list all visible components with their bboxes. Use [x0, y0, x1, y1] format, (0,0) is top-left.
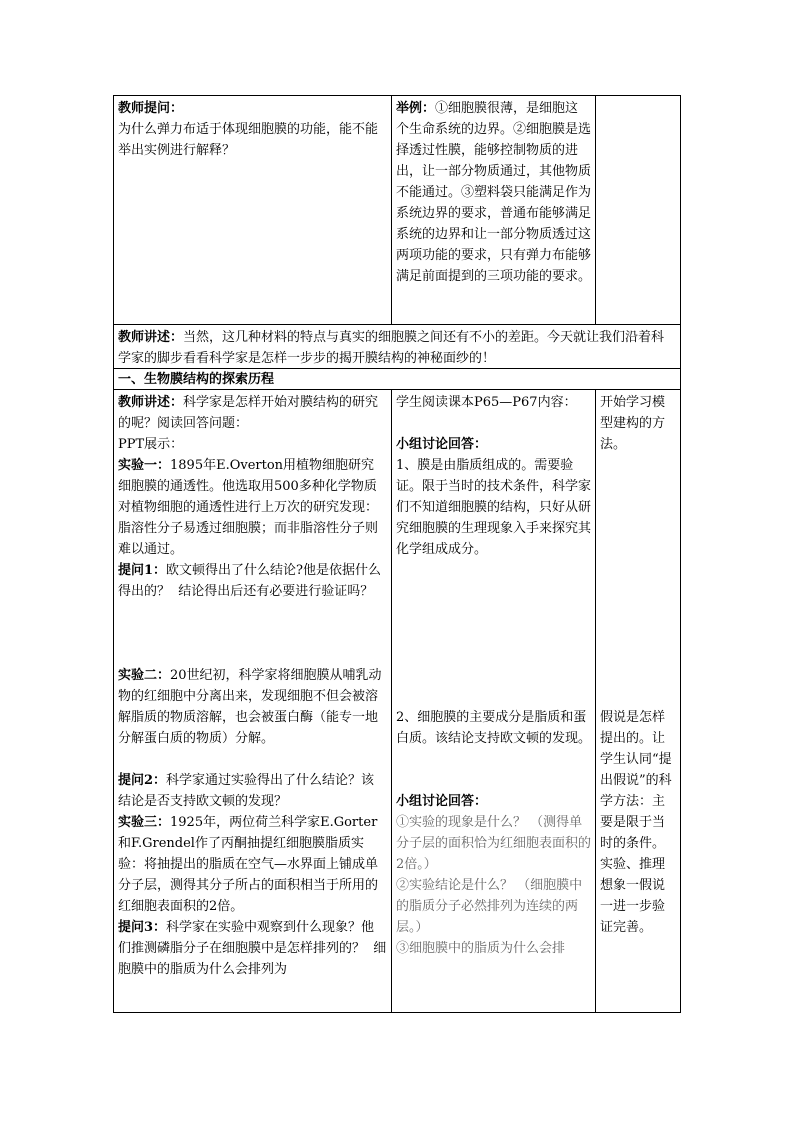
answer2-text: 2、细胞膜的主要成分是脂质和蛋白质。该结论支持欧文顿的发现。: [396, 710, 592, 746]
experiment2-text: 20世纪初，科学家将细胞膜从哺乳动物的红细胞中分离出来，发现细胞不但会被溶解脂质的物质溶解，也会被蛋白酶（能专一地分解蛋白质的物质）分解。: [118, 668, 382, 746]
answer1-text: 1、膜是由脂质组成的。需要验证。限于当时的技术条件，科学家们不知道细胞膜的结构，只好从研究细胞膜的生理现象入手来探究其化学组成成分。: [396, 458, 592, 557]
experiment1-heading: 实验一：: [118, 458, 171, 473]
question2-text: 科学家通过实验得出了什么结论？该结论是否支持欧文顿的发现？: [118, 773, 375, 809]
answer3b-text: ②实验结论是什么？ （细胞膜中的脂质分子必然排列为连续的两层。）: [396, 878, 583, 935]
table-border-right: [680, 95, 681, 1013]
row4-col1-cell: [114, 390, 391, 1012]
question3-text: 科学家在实验中观察到什么现象？他们推测磷脂分子在细胞膜中是怎样排列的？ 细胞膜中的脂质为什么会排列为: [118, 920, 387, 977]
teacher-question-text: 为什么弹力布适于体现细胞膜的功能，能不能举出实例进行解释？: [118, 122, 379, 158]
design-note-1: 开始学习模型建构的方法。: [600, 395, 666, 452]
row1-col2-cell: [392, 96, 595, 324]
intro-heading: 教师讲述：: [118, 395, 184, 410]
section-title: 一、生物膜结构的探索历程: [118, 372, 275, 387]
design-note-2: 假说是怎样提出的。让学生认同“提出假说”的科学方法：主要是限于当时的条件。实验、推理想象一假说一进一步验证完善。: [600, 710, 672, 935]
intro-text: 科学家是怎样开始对膜结构的研究的呢？阅读回答问题：: [118, 395, 379, 431]
question1-text: 欧文顿得出了什么结论?他是依据什么得出的？ 结论得出后还有必要进行验证吗？: [118, 563, 382, 599]
ppt-label: PPT展示：: [118, 437, 184, 452]
answer3c-text: ③细胞膜中的脂质为什么会排: [396, 941, 566, 956]
row1-col3-cell: [596, 96, 680, 324]
teacher-question-heading: 教师提问：: [118, 101, 184, 116]
experiment1-text: 1895年E.Overton用植物细胞研究细胞膜的通透性。他选取用500多种化学物质对植物细胞的通透性进行上万次的研究发现：脂溶性分子易透过细胞膜；而非脂溶性分子则难以通过。: [118, 458, 379, 557]
experiment2-heading: 实验二：: [118, 668, 171, 683]
student-reading-text: 学生阅读课本P65—P67内容：: [396, 395, 577, 410]
question3-heading: 提问3：: [118, 920, 167, 935]
example-heading: 举例：: [396, 101, 436, 116]
experiment3-text: 1925年，两位荷兰科学家E.Gorter和F.Grendel作了丙酮抽提红细胞膜脂质实验：将抽提出的脂质在空气—水界面上铺成单分子层，测得其分子所占的面积相当于所用的红细胞表面积的2倍。: [118, 815, 379, 914]
experiment3-heading: 实验三：: [118, 815, 171, 830]
teacher-narration-text: 当然，这几种材料的特点与真实的细胞膜之间还有不小的差距。今天就让我们沿着科学家的脚步看看科学家是怎样一步步的揭开膜结构的神秘面纱的！: [118, 330, 665, 366]
question1-heading: 提问1：: [118, 563, 167, 578]
group-discussion-heading-1: 小组讨论回答：: [396, 437, 488, 452]
example-text: ①细胞膜很薄，是细胞这个生命系统的边界。②细胞膜是选择透过性膜，能够控制物质的进出，让一部分物质通过，其他物质不能通过。③塑料袋只能满足作为系统边界的要求，普通布能够满足系统的边界和让一部分物质透过这两项功能的要求，只有弹力布能够满足前面提到的三项功能的要求。: [396, 101, 592, 284]
teacher-narration-heading: 教师讲述：: [118, 330, 184, 345]
row2-cell: [114, 325, 680, 368]
answer3a-text: ①实验的现象是什么？ （测得单分子层的面积恰为红细胞表面积的2倍。）: [396, 815, 592, 872]
row4-col2-cell: [392, 390, 595, 1012]
group-discussion-heading-2: 小组讨论回答：: [396, 794, 488, 809]
question2-heading: 提问2：: [118, 773, 167, 788]
row4-col3-cell: [596, 390, 680, 1012]
row1-col1-cell: [114, 96, 391, 324]
